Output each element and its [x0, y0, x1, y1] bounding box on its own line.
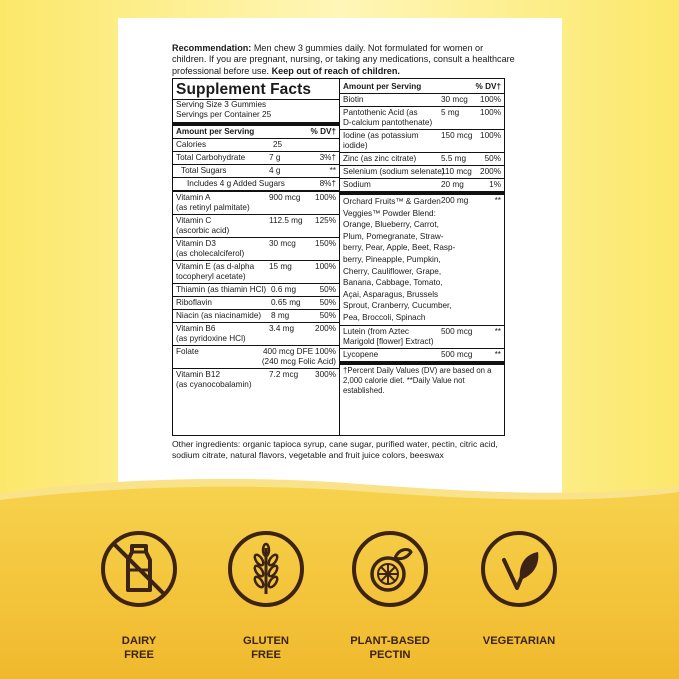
- badge-label-line: GLUTEN: [243, 635, 289, 647]
- pectin-fruit-icon: [351, 530, 429, 608]
- servings-per-container: Servings per Container 25: [176, 110, 272, 119]
- footnote-line: †Percent Daily Values (DV) are based on a: [343, 365, 492, 375]
- nutrient-name: Iodine (as potassium: [343, 131, 419, 140]
- nutrient-subtext: Marigold [flower] Extract): [343, 336, 434, 346]
- nutrient-name: Lutein (from Aztec: [343, 326, 409, 336]
- nutrient-amount: 4 g: [269, 166, 281, 175]
- blend-dv: **: [494, 196, 501, 205]
- facts-title: Supplement Facts: [176, 81, 312, 98]
- nutrient-dv: 200%: [315, 324, 336, 333]
- nutrient-name: Selenium (sodium selenate): [343, 167, 445, 176]
- nutrient-amount: 110 mcg: [441, 167, 472, 176]
- badge-label-gluten-free: [211, 634, 321, 662]
- nutrient-amount: 7.2 mcg: [269, 370, 299, 379]
- nutrient-name: Total Carbohydrate: [176, 153, 246, 162]
- blend-line: Veggies™ Powder Blend:: [343, 208, 436, 218]
- nutrient-amount: 112.5 mg: [269, 216, 303, 225]
- nutrient-amount: 25: [273, 140, 283, 149]
- right-header: [340, 79, 504, 93]
- badge-label-vegetarian: [464, 634, 574, 648]
- nutrient-row: [173, 260, 339, 283]
- nutrient-amount: 150 mcg: [441, 131, 473, 140]
- left-header-dv: % DV†: [310, 127, 336, 136]
- nutrient-row: [173, 177, 339, 190]
- nutrient-subtext: iodide): [343, 141, 368, 150]
- blend-line: Orchard Fruits™ & Garden: [343, 197, 441, 206]
- nutrient-name: Biotin: [343, 95, 364, 104]
- nutrient-dv: 8%†: [319, 179, 336, 188]
- right-header-dv: % DV†: [475, 82, 501, 91]
- badge-label-plant-based-pectin: [335, 634, 445, 662]
- nutrient-dv: 100%: [480, 108, 501, 117]
- nutrient-row: [340, 178, 504, 191]
- nutrient-dv: 125%: [315, 216, 336, 225]
- left-header-label: Amount per Serving: [176, 127, 255, 136]
- badge-label-line: PLANT-BASED: [350, 635, 430, 647]
- nutrient-subtext: tocopheryl acetate): [176, 272, 246, 281]
- badge-label-line: FREE: [251, 649, 281, 661]
- badge-label-line: DAIRY: [121, 635, 157, 647]
- nutrient-name: Riboflavin: [176, 298, 212, 307]
- nutrient-dv: 100%: [315, 262, 336, 271]
- wheat-icon: [227, 530, 305, 608]
- nutrient-name: Vitamin E (as d-alpha: [176, 262, 255, 271]
- blend-line: Cherry, Cauliflower, Grape,: [343, 266, 442, 276]
- nutrient-dv: 50%: [484, 154, 501, 163]
- nutrient-name: Zinc (as zinc citrate): [343, 154, 417, 163]
- nutrient-row: [173, 296, 339, 309]
- footnote-line: 2,000 calorie diet. **Daily Value not established.: [343, 375, 465, 395]
- recommendation: [172, 43, 517, 77]
- nutrient-subtext: (as cholecalciferol): [176, 249, 245, 258]
- supplement-facts-panel: [172, 78, 505, 436]
- blend-line: Pea, Broccoli, Spinach: [343, 312, 426, 322]
- nutrient-dv: 50%: [319, 285, 336, 294]
- nutrient-row: [173, 309, 339, 322]
- nutrient-name: Folate: [176, 347, 199, 356]
- blend-line: Açai, Asparagus, Brussels: [343, 289, 439, 299]
- nutrient-dv: 100%: [315, 193, 336, 202]
- badge-label-line: PECTIN: [369, 649, 411, 661]
- nutrient-row: [173, 190, 339, 214]
- nutrient-row: [173, 138, 339, 151]
- nutrient-amount: 8 mg: [271, 311, 290, 320]
- blend-line: Banana, Cabbage, Tomato,: [343, 278, 443, 288]
- nutrient-dv: 50%: [319, 311, 336, 320]
- blend-line: Plum, Pomegranate, Straw-: [343, 231, 444, 241]
- nutrient-dv: 3%†: [319, 153, 336, 162]
- nutrient-amount: 900 mcg: [269, 193, 301, 202]
- nutrient-name: Sodium: [343, 180, 371, 189]
- nutrient-amount: 3.4 mg: [269, 324, 295, 333]
- nutrient-amount: 15 mg: [269, 262, 292, 271]
- nutrient-subtext: (240 mcg Folic Acid): [261, 357, 336, 366]
- badge-label-line: VEGETARIAN: [482, 635, 556, 647]
- nutrient-row: [340, 93, 504, 106]
- nutrient-name: Calories: [176, 140, 207, 149]
- left-rows: [173, 138, 339, 391]
- nutrient-name: Lycopene: [343, 349, 379, 359]
- nutrient-row: [340, 165, 504, 178]
- nutrient-amount: 400 mcg DFE: [263, 347, 314, 356]
- nutrient-dv: 200%: [480, 167, 501, 176]
- nutrient-row: [173, 345, 339, 368]
- nutrient-subtext: (as retinyl palmitate): [176, 203, 250, 212]
- right-header-label: Amount per Serving: [343, 82, 422, 91]
- nutrient-dv: 150%: [315, 239, 336, 248]
- nutrient-subtext: (as pyridoxine HCl): [176, 334, 246, 343]
- nutrient-amount: 5.5 mg: [441, 154, 467, 163]
- left-header: [173, 122, 339, 138]
- nutrient-row: [173, 214, 339, 237]
- other-ingredients: Other ingredients: organic tapioca syrup, cane sugar, purified water, pectin, citric acid, sodium citrate, natural flavors, vegetable and fruit juice colors, beeswax: [172, 439, 498, 460]
- nutrient-amount: 5 mg: [441, 108, 460, 117]
- nutrient-amount: 0.65 mg: [271, 298, 301, 307]
- nutrient-row: [340, 129, 504, 152]
- nutrient-amount: 500 mcg: [441, 349, 473, 359]
- nutrient-row: [340, 106, 504, 129]
- nutrient-dv: 50%: [319, 298, 336, 307]
- right-rows: [340, 93, 504, 397]
- nutrient-row: [340, 325, 504, 348]
- nutrient-row: [173, 151, 339, 164]
- nutrient-amount: 20 mg: [441, 180, 464, 189]
- nutrient-dv: **: [494, 349, 501, 359]
- blend-line: Sprout, Cranberry, Cucumber,: [343, 301, 452, 311]
- nutrient-name: Pantothenic Acid (as: [343, 108, 418, 117]
- nutrient-dv: 300%: [315, 370, 336, 379]
- nutrient-name: Total Sugars: [181, 166, 227, 175]
- nutrient-dv: 100%: [315, 347, 336, 356]
- blend-amount: 200 mg: [441, 196, 469, 205]
- nutrient-dv: 100%: [480, 131, 501, 140]
- facts-left-column: [173, 79, 340, 435]
- nutrient-row: [173, 322, 339, 345]
- nutrient-subtext: D-calcium pantothenate): [343, 118, 433, 127]
- nutrient-dv: **: [329, 166, 336, 175]
- nutrient-row: [173, 368, 339, 391]
- nutrient-amount: 7 g: [269, 153, 281, 162]
- nutrient-name: Niacin (as niacinamide): [176, 311, 262, 320]
- serving-size: Serving Size 3 Gummies: [173, 99, 339, 110]
- nutrient-dv: 1%: [489, 180, 501, 189]
- recommendation-text: Men chew 3 gummies daily. Not formulated for women or children. If you are pregnant, nursing, or taking any medications, consult a healthcare professional before use.: [172, 43, 515, 76]
- blend-line: Orange, Blueberry, Carrot,: [343, 220, 439, 230]
- badge-label-dairy-free: [84, 634, 194, 662]
- nutrient-row: [173, 237, 339, 260]
- facts-right-column: [340, 79, 504, 435]
- nutrient-name: Vitamin A: [176, 193, 211, 202]
- nutrient-amount: 500 mcg: [441, 326, 473, 336]
- nutrient-row: [173, 283, 339, 296]
- blend-line: berry, Pear, Apple, Beet, Rasp-: [343, 243, 456, 253]
- recommendation-warning: Keep out of reach of children.: [271, 65, 400, 76]
- facts-footnote: [340, 361, 504, 397]
- nutrient-row: [340, 348, 504, 361]
- recommendation-label: Recommendation:: [172, 43, 252, 53]
- badge-label-line: FREE: [124, 649, 154, 661]
- nutrient-name: Vitamin D3: [176, 239, 216, 248]
- nutrient-amount: 30 mcg: [269, 239, 296, 248]
- nutrient-name: Thiamin (as thiamin HCl): [176, 285, 267, 294]
- no-dairy-icon: [100, 530, 178, 608]
- nutrient-subtext: (as cyanocobalamin): [176, 380, 252, 389]
- nutrient-row: [340, 152, 504, 165]
- nutrient-amount: 30 mcg: [441, 95, 468, 104]
- nutrient-row: [173, 164, 339, 177]
- vegetarian-leaf-icon: [480, 530, 558, 608]
- powder-blend-row: [340, 191, 504, 325]
- nutrient-subtext: (ascorbic acid): [176, 226, 230, 235]
- nutrient-name: Includes 4 g Added Sugars: [187, 179, 285, 188]
- nutrient-amount: 0.6 mg: [271, 285, 297, 294]
- nutrient-name: Vitamin B12: [176, 370, 220, 379]
- blend-line: berry, Pineapple, Pumpkin,: [343, 254, 441, 264]
- nutrient-dv: **: [494, 326, 501, 336]
- nutrient-name: Vitamin C: [176, 216, 212, 225]
- nutrient-name: Vitamin B6: [176, 324, 216, 333]
- nutrient-dv: 100%: [480, 95, 501, 104]
